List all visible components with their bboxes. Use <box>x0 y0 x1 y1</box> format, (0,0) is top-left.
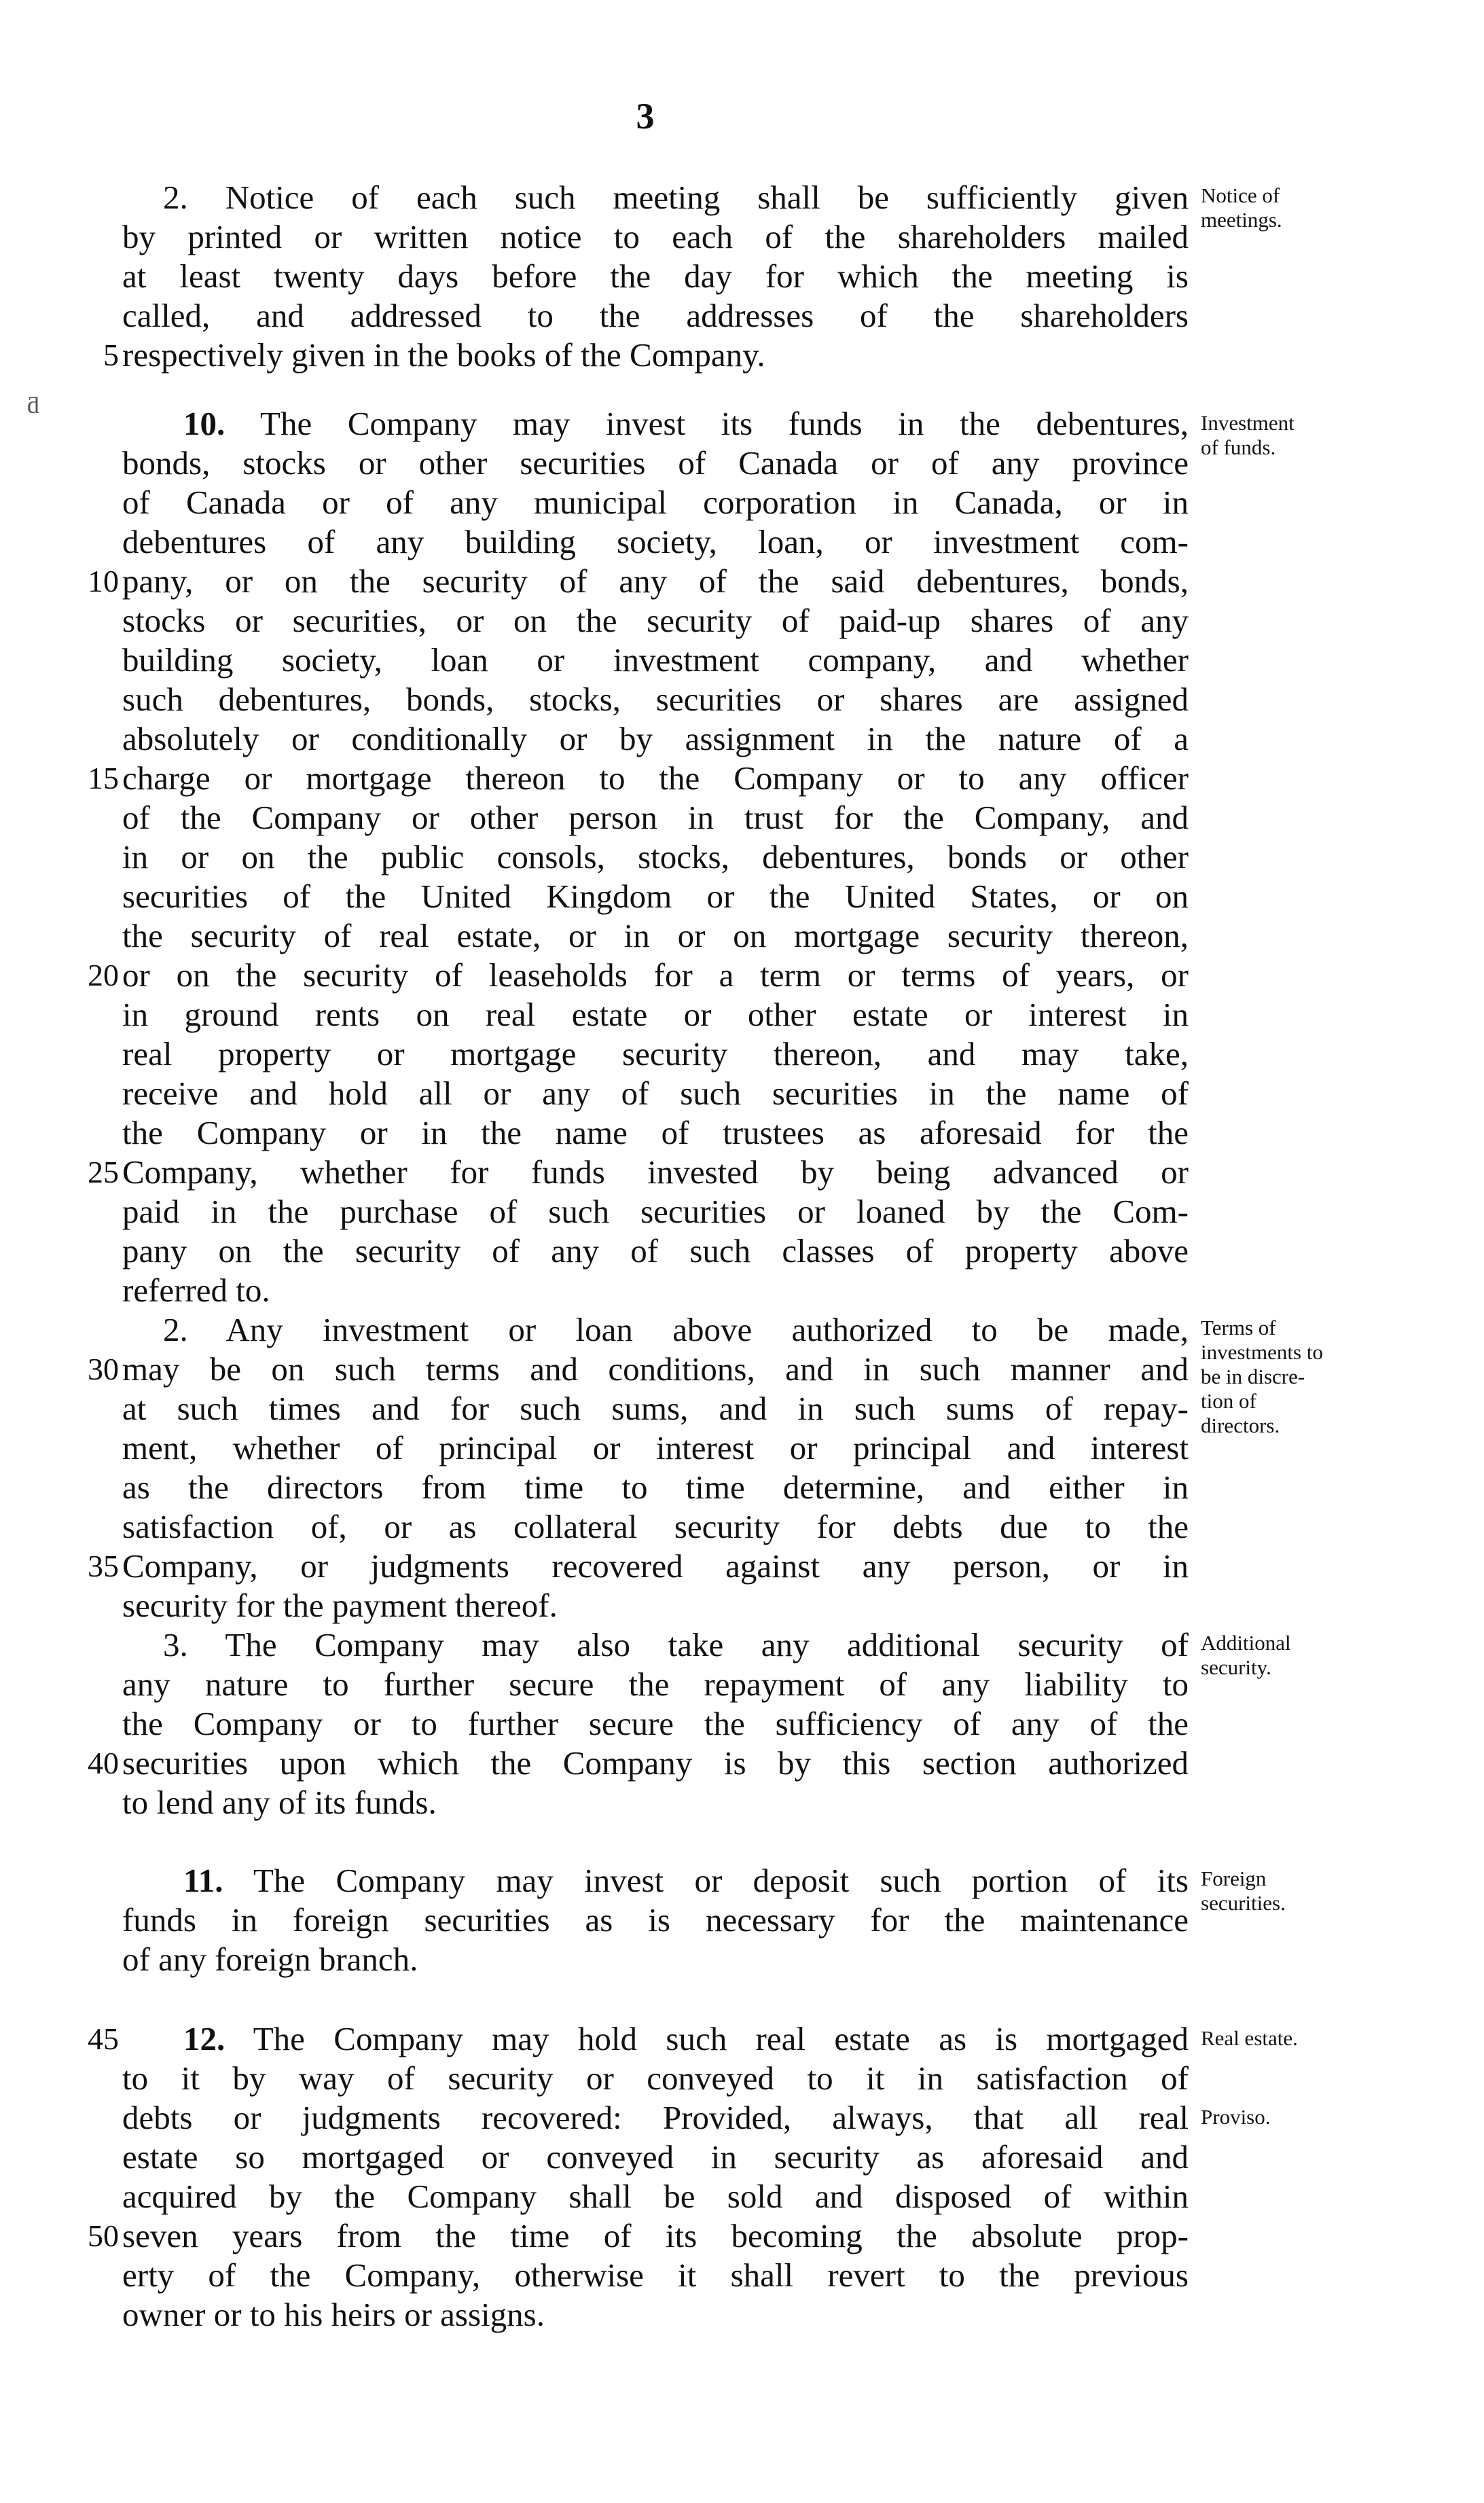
body-line: in ground rents on real estate or other estate or interest in <box>122 996 1189 1033</box>
body-line: in or on the public consols, stocks, debentures, bonds or other <box>122 838 1189 876</box>
margin-note: Proviso. <box>1201 2105 1271 2129</box>
section-text: The Company may invest its funds in the debentures, <box>260 405 1189 442</box>
body-line: seven years from the time of its becoming the absolute prop- <box>122 2217 1189 2254</box>
body-line: securities upon which the Company is by this section authorized <box>122 1744 1189 1782</box>
body-line: of Canada or of any municipal corporation in Canada, or in <box>122 484 1189 521</box>
body-line: estate so mortgaged or conveyed in security as aforesaid and <box>122 2138 1189 2176</box>
body-line: any nature to further secure the repayment of any liability to <box>122 1665 1189 1703</box>
body-line: securities of the United Kingdom or the United States, or on <box>122 878 1189 915</box>
body-line: the Company or in the name of trustees as aforesaid for the <box>122 1114 1189 1151</box>
body-line: owner or to his heirs or assigns. <box>122 2296 545 2333</box>
body-line: to it by way of security or conveyed to it in satisfaction of <box>122 2059 1189 2097</box>
body-line: acquired by the Company shall be sold and disposed of within <box>122 2178 1189 2215</box>
body-line: as the directors from time to time determine, and either in <box>122 1469 1189 1506</box>
body-line: erty of the Company, otherwise it shall revert to the previous <box>122 2256 1189 2294</box>
body-line: of the Company or other person in trust for the Company, and <box>122 799 1189 836</box>
body-line: building society, loan or investment company, and whether <box>122 641 1189 679</box>
body-line: may be on such terms and conditions, and in such manner and <box>122 1350 1189 1388</box>
body-line: respectively given in the books of the Company. <box>122 336 765 374</box>
margin-note: Investment of funds. <box>1201 411 1295 459</box>
line-number: 15 <box>88 761 119 795</box>
body-line: such debentures, bonds, stocks, securities or shares are assigned <box>122 681 1189 718</box>
body-line: debts or judgments recovered: Provided, always, that all real <box>122 2099 1189 2136</box>
body-line: pany, or on the security of any of the said debentures, bonds, <box>122 562 1189 600</box>
line-number: 40 <box>88 1746 119 1780</box>
margin-note: Additional security. <box>1201 1631 1291 1679</box>
line-number: 25 <box>88 1155 119 1189</box>
page-number: 3 <box>636 96 655 137</box>
margin-note: Real estate. <box>1201 2026 1298 2050</box>
margin-note: Terms of investments to be in discre- tion of directors. <box>1201 1316 1323 1437</box>
body-line: debentures of any building society, loan, or investment com- <box>122 523 1189 560</box>
body-line: funds in foreign securities as is necessary for the maintenance <box>122 1901 1189 1939</box>
body-line: called, and addressed to the addresses of the shareholders <box>122 297 1189 334</box>
section-text: The Company may hold such real estate as is mortgaged <box>253 2020 1189 2057</box>
section-number: 12. <box>183 2020 225 2057</box>
body-line: referred to. <box>122 1272 270 1309</box>
line-number: 35 <box>88 1549 119 1583</box>
section-number: 10. <box>183 405 225 442</box>
body-line: real property or mortgage security thereon, and may take, <box>122 1035 1189 1073</box>
body-line: by printed or written notice to each of the shareholders mailed <box>122 218 1189 255</box>
body-line: to lend any of its funds. <box>122 1784 437 1821</box>
section-number: 11. <box>183 1862 223 1899</box>
body-line: satisfaction of, or as collateral security for debts due to the <box>122 1508 1189 1545</box>
body-line <box>183 404 1189 444</box>
body-line: absolutely or conditionally or by assignment in the nature of a <box>122 720 1189 757</box>
line-number: 5 <box>103 338 119 372</box>
body-line: Company, or judgments recovered against any person, or in <box>122 1547 1189 1585</box>
body-line: Company, whether for funds invested by being advanced or <box>122 1153 1189 1191</box>
line-number: 10 <box>88 564 119 598</box>
body-line: charge or mortgage thereon to the Company or to any officer <box>122 759 1189 797</box>
body-line: of any foreign branch. <box>122 1941 418 1978</box>
body-line: stocks or securities, or on the security of paid-up shares of any <box>122 602 1189 639</box>
line-number: 50 <box>88 2218 119 2253</box>
body-line: the security of real estate, or in or on mortgage security thereon, <box>122 917 1189 954</box>
body-line: 3. The Company may also take any additional security of <box>163 1626 1189 1663</box>
body-line: at least twenty days before the day for which the meeting is <box>122 257 1189 295</box>
body-line <box>183 2019 1189 2059</box>
line-number: 20 <box>88 958 119 992</box>
margin-note: Notice of meetings. <box>1201 183 1282 232</box>
body-line: 2. Any investment or loan above authorized to be made, <box>163 1311 1189 1348</box>
body-line: the Company or to further secure the sufficiency of any of the <box>122 1705 1189 1742</box>
section-text: The Company may invest or deposit such portion of its <box>253 1862 1189 1899</box>
body-line: bonds, stocks or other securities of Canada or of any province <box>122 444 1189 482</box>
body-line: paid in the purchase of such securities or loaned by the Com- <box>122 1193 1189 1230</box>
body-line: 2. Notice of each such meeting shall be sufficiently given <box>163 179 1189 216</box>
body-line: at such times and for such sums, and in such sums of repay- <box>122 1390 1189 1427</box>
line-number: 45 <box>88 2021 119 2056</box>
stray-mark: ƌ <box>27 391 39 418</box>
line-number: 30 <box>88 1352 119 1386</box>
body-line: or on the security of leaseholds for a term or terms of years, or <box>122 956 1189 994</box>
body-line: security for the payment thereof. <box>122 1587 558 1624</box>
body-line <box>183 1861 1189 1901</box>
body-line: ment, whether of principal or interest or principal and interest <box>122 1429 1189 1466</box>
margin-note: Foreign securities. <box>1201 1867 1286 1915</box>
body-line: receive and hold all or any of such securities in the name of <box>122 1075 1189 1112</box>
body-line: pany on the security of any of such classes of property above <box>122 1232 1189 1269</box>
